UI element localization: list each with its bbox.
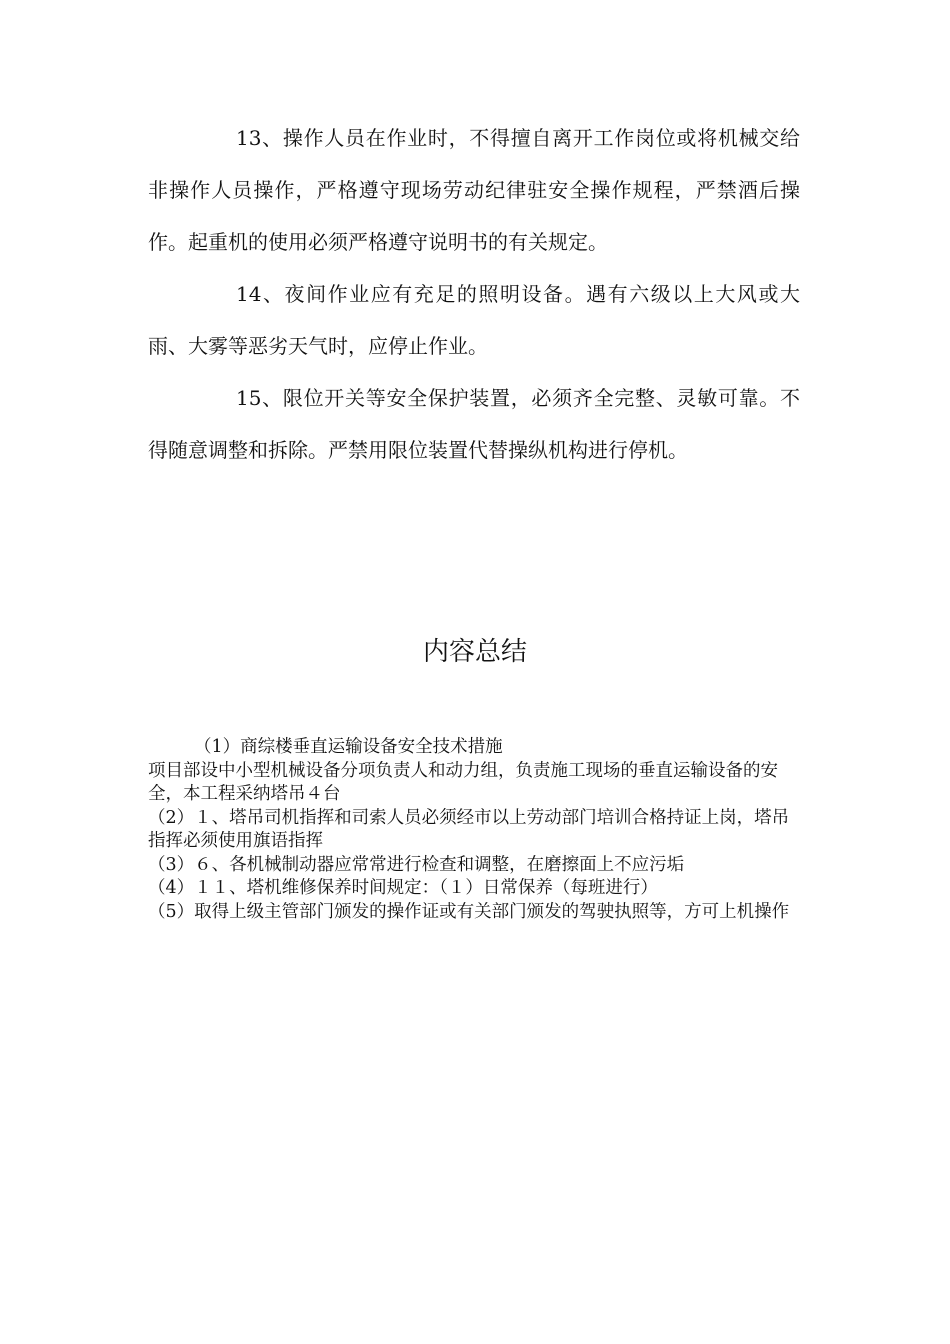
- paragraph-13: 13、操作人员在作业时，不得擅自离开工作岗位或将机械交给非操作人员操作，严格遵守现场劳动纪律驻安全操作规程，严禁酒后操作。起重机的使用必须严格遵守说明书的有关规定。: [148, 126, 800, 254]
- summary-list: [148, 736, 804, 924]
- summary-line: （1）商综楼垂直运输设备安全技术措施: [194, 737, 503, 757]
- summary-line: （5）取得上级主管部门颁发的操作证或有关部门颁发的驾驶执照等，方可上机操作: [148, 901, 790, 922]
- paragraph-15: 15、限位开关等安全保护装置，必须齐全完整、灵敏可靠。不得随意调整和拆除。严禁用限位装置代替操纵机构进行停机。: [148, 386, 800, 462]
- summary-line: （3）６、各机械制动器应常常进行检查和调整，在磨擦面上不应污垢: [148, 854, 685, 875]
- paragraph-14: 14、夜间作业应有充足的照明设备。遇有六级以上大风或大雨、大雾等恶劣天气时，应停止作业。: [148, 282, 800, 358]
- summary-line: （4）１１、塔机维修保养时间规定：（１）日常保养（每班进行）: [148, 878, 658, 898]
- summary-title: 内容总结: [422, 637, 527, 667]
- summary-line: 项目部设中小型机械设备分项负责人和动力组，负责施工现场的垂直运输设备的安全，本工程采纳塔吊４台: [148, 760, 778, 804]
- body-text: [148, 112, 800, 476]
- summary-line: （2）１、塔吊司机指挥和司索人员必须经市以上劳动部门培训合格持证上岗，塔吊指挥必须使用旗语指挥: [148, 807, 790, 851]
